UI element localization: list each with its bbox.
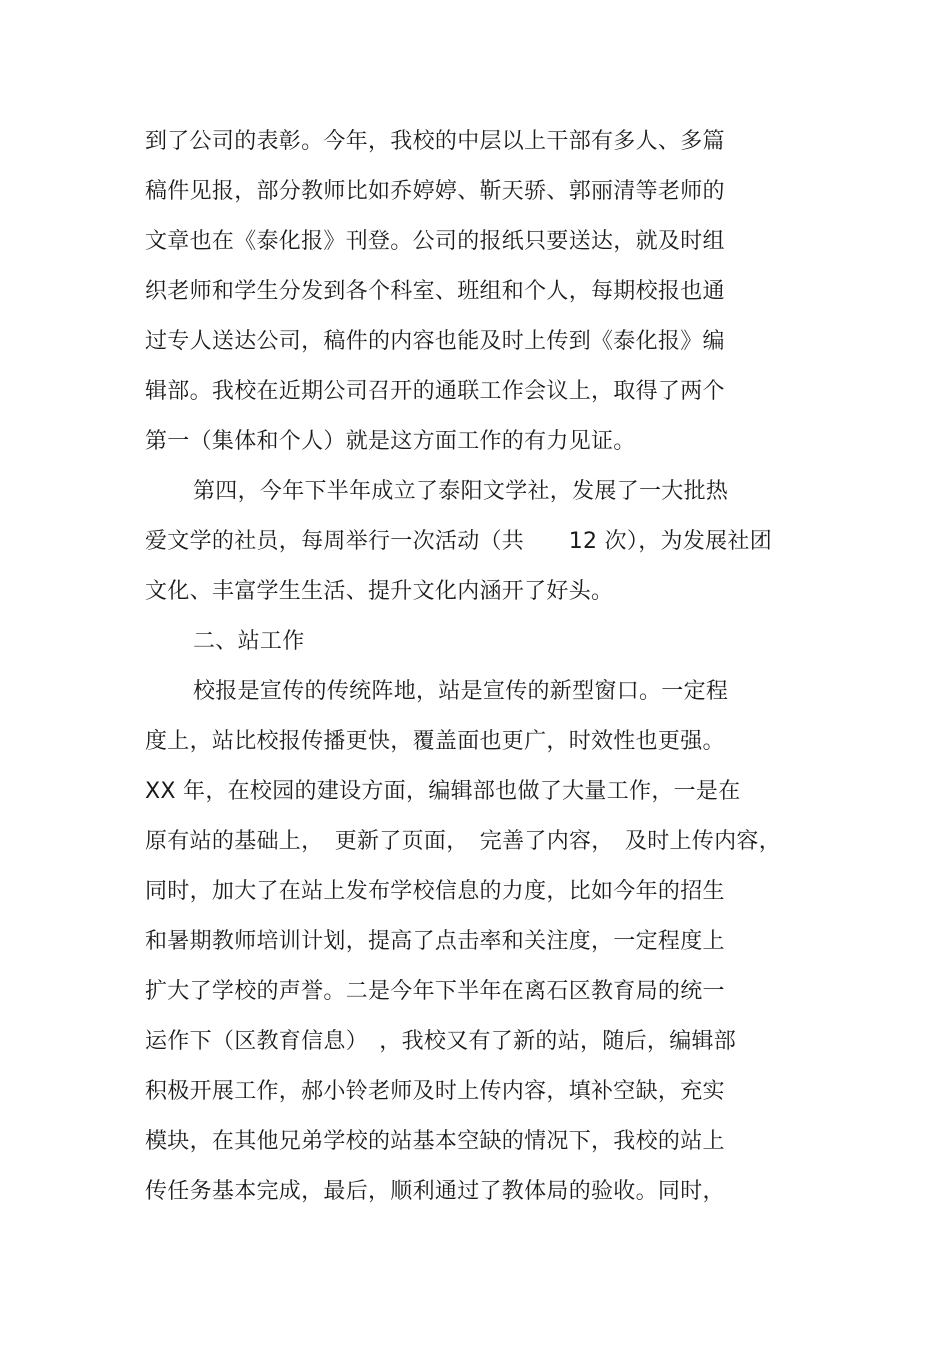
text-line-10: 文化、丰富学生生活、提升文化内涵开了好头。 xyxy=(145,579,614,604)
text-line-21: 模块，在其他兄弟学校的站基本空缺的情况下，我校的站上 xyxy=(145,1129,725,1154)
section-heading: 二、站工作 xyxy=(193,629,305,654)
text-line-3: 文章也在《泰化报》刊登。公司的报纸只要送达，就及时组 xyxy=(145,229,725,254)
text-line-4: 织老师和学生分发到各个科室、班组和个人，每期校报也通 xyxy=(145,279,725,304)
text-line-14: XX 年，在校园的建设方面，编辑部也做了大量工作，一是在 xyxy=(145,779,741,804)
paragraph-5-first-line: 校报是宣传的传统阵地，站是宣传的新型窗口。一定程 xyxy=(193,679,729,704)
text-line-9: 爱文学的社员，每周举行一次活动（共 12 次），为发展社团 xyxy=(145,529,772,554)
text-line-6: 辑部。我校在近期公司召开的通联工作会议上，取得了两个 xyxy=(145,379,725,404)
text-line-13: 度上，站比校报传播更快，覆盖面也更广，时效性也更强。 xyxy=(145,729,725,754)
paragraph-4-first-line: 第四，今年下半年成立了泰阳文学社，发展了一大批热 xyxy=(193,479,729,504)
text-line-5: 过专人送达公司，稿件的内容也能及时上传到《泰化报》编 xyxy=(145,329,725,354)
text-line-7: 第一（集体和个人）就是这方面工作的有力见证。 xyxy=(145,429,636,454)
text-line-18: 扩大了学校的声誉。二是今年下半年在离石区教育局的统一 xyxy=(145,979,725,1004)
text-line-1: 到了公司的表彰。今年，我校的中层以上干部有多人、多篇 xyxy=(145,129,725,154)
text-line-16: 同时，加大了在站上发布学校信息的力度，比如今年的招生 xyxy=(145,879,725,904)
text-line-2: 稿件见报，部分教师比如乔婷婷、靳天骄、郭丽清等老师的 xyxy=(145,179,725,204)
body-text xyxy=(145,122,805,1222)
text-line-15: 原有站的基础上， 更新了页面， 完善了内容， 及时上传内容， xyxy=(145,829,782,854)
text-line-17: 和暑期教师培训计划，提高了点击率和关注度，一定程度上 xyxy=(145,929,725,954)
text-line-19: 运作下（区教育信息） ，我校又有了新的站，随后，编辑部 xyxy=(145,1029,737,1054)
text-line-22: 传任务基本完成，最后，顺利通过了教体局的验收。同时， xyxy=(145,1179,725,1204)
text-line-20: 积极开展工作，郝小铃老师及时上传内容，填补空缺，充实 xyxy=(145,1079,725,1104)
